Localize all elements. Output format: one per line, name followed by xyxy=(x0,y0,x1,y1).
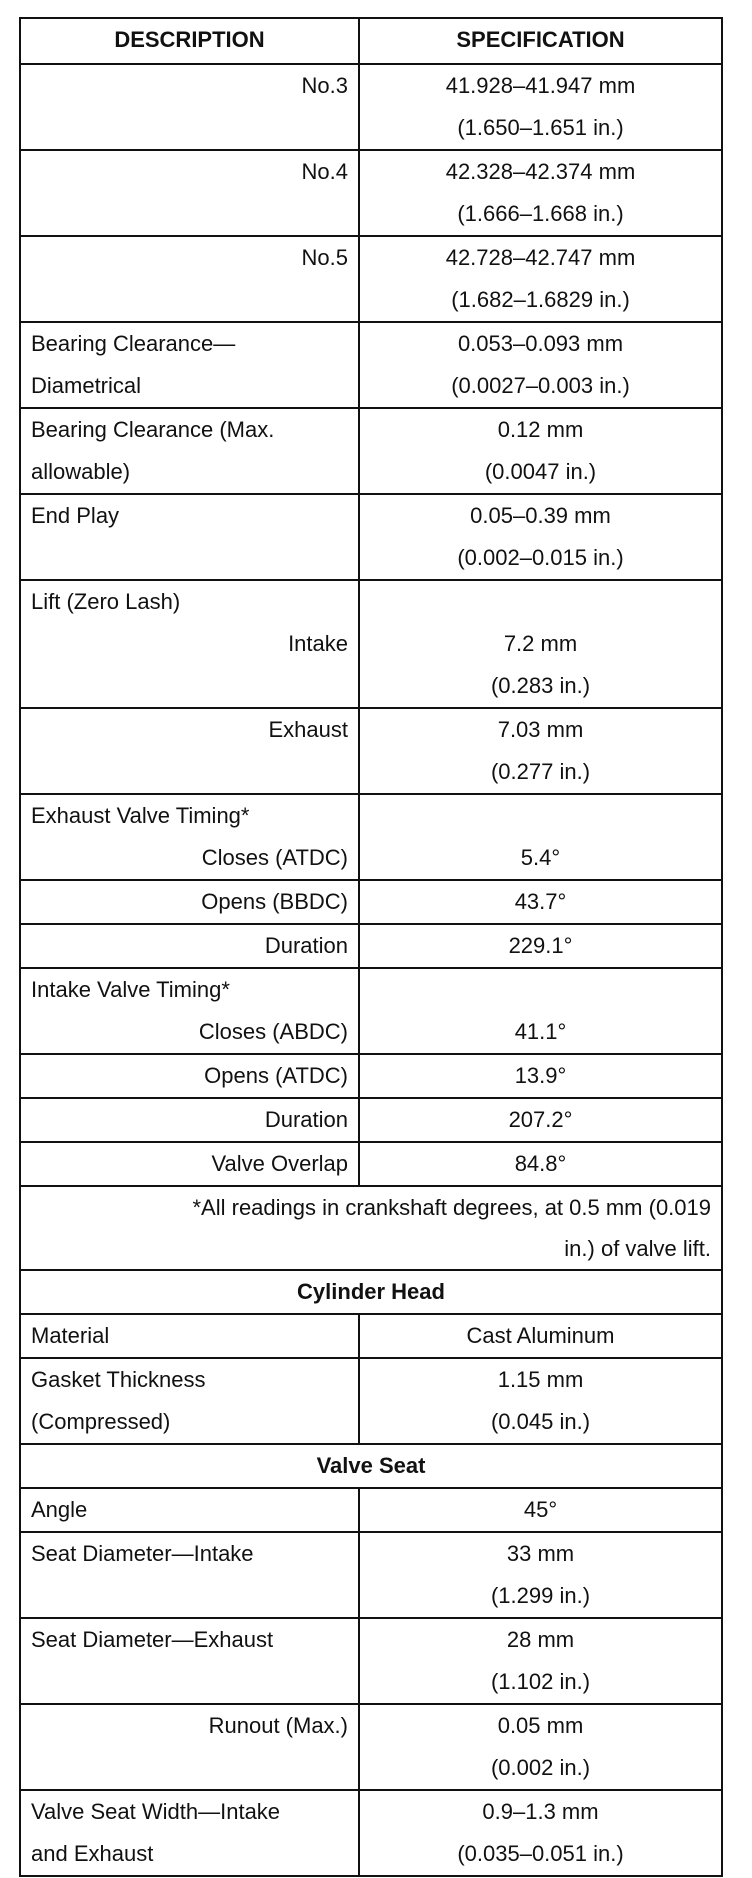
table-row xyxy=(20,968,722,1054)
specification-cell: 0.05 mm (0.002 in.) xyxy=(359,1704,722,1790)
specification-cell: 1.15 mm (0.045 in.) xyxy=(359,1358,722,1444)
table-row xyxy=(20,1054,722,1098)
table-row xyxy=(20,1488,722,1532)
specification-cell: 7.2 mm (0.283 in.) xyxy=(359,580,722,708)
footnote: *All readings in crankshaft degrees, at 0.5 mm (0.019 in.) of valve lift. xyxy=(20,1186,722,1270)
section-row xyxy=(20,1270,722,1314)
table-row xyxy=(20,494,722,580)
specification-cell: 0.12 mm (0.0047 in.) xyxy=(359,408,722,494)
description-cell: No.4 xyxy=(20,150,359,236)
specification-cell: 229.1° xyxy=(359,924,722,968)
table-row xyxy=(20,236,722,322)
section-row xyxy=(20,1444,722,1488)
description-header: DESCRIPTION xyxy=(20,18,359,64)
specification-cell: 0.053–0.093 mm (0.0027–0.003 in.) xyxy=(359,322,722,408)
specification-cell: 7.03 mm (0.277 in.) xyxy=(359,708,722,794)
table-row xyxy=(20,708,722,794)
description-cell: Opens (BBDC) xyxy=(20,880,359,924)
description-cell: Lift (Zero Lash) Intake xyxy=(20,580,359,708)
specification-cell: 0.05–0.39 mm (0.002–0.015 in.) xyxy=(359,494,722,580)
description-cell: Exhaust xyxy=(20,708,359,794)
description-cell: Angle xyxy=(20,1488,359,1532)
description-cell: End Play xyxy=(20,494,359,580)
description-cell: Runout (Max.) xyxy=(20,1704,359,1790)
group-heading: Exhaust Valve Timing* xyxy=(31,803,250,828)
specification-cell: 84.8° xyxy=(359,1142,722,1186)
table-row xyxy=(20,1618,722,1704)
specification-cell: 0.9–1.3 mm (0.035–0.051 in.) xyxy=(359,1790,722,1876)
description-cell: Gasket Thickness (Compressed) xyxy=(20,1358,359,1444)
specification-cell: 41.928–41.947 mm (1.650–1.651 in.) xyxy=(359,64,722,150)
table-row xyxy=(20,150,722,236)
specification-cell: 42.728–42.747 mm (1.682–1.6829 in.) xyxy=(359,236,722,322)
description-cell: Valve Seat Width—Intake and Exhaust xyxy=(20,1790,359,1876)
specification-cell: 33 mm (1.299 in.) xyxy=(359,1532,722,1618)
table-row xyxy=(20,880,722,924)
table-row xyxy=(20,408,722,494)
specification-cell: Cast Aluminum xyxy=(359,1314,722,1358)
table-row xyxy=(20,1704,722,1790)
table-row xyxy=(20,924,722,968)
description-cell: Valve Overlap xyxy=(20,1142,359,1186)
table-row xyxy=(20,794,722,880)
table-row xyxy=(20,1532,722,1618)
specification-header: SPECIFICATION xyxy=(359,18,722,64)
footnote-row xyxy=(20,1186,722,1270)
description-cell: No.3 xyxy=(20,64,359,150)
description-cell: No.5 xyxy=(20,236,359,322)
section-title-cylinder-head: Cylinder Head xyxy=(20,1270,722,1314)
description-cell: Opens (ATDC) xyxy=(20,1054,359,1098)
description-cell: Bearing Clearance (Max. allowable) xyxy=(20,408,359,494)
table-row xyxy=(20,322,722,408)
table-row xyxy=(20,1142,722,1186)
description-cell: Seat Diameter—Exhaust xyxy=(20,1618,359,1704)
table-row xyxy=(20,1790,722,1876)
header-row xyxy=(20,18,722,64)
description-cell: Intake Valve Timing* Closes (ABDC) xyxy=(20,968,359,1054)
specification-cell: 13.9° xyxy=(359,1054,722,1098)
section-title-valve-seat: Valve Seat xyxy=(20,1444,722,1488)
description-cell: Material xyxy=(20,1314,359,1358)
specification-cell: 42.328–42.374 mm (1.666–1.668 in.) xyxy=(359,150,722,236)
specification-cell: 41.1° xyxy=(359,968,722,1054)
description-cell: Duration xyxy=(20,1098,359,1142)
description-cell: Duration xyxy=(20,924,359,968)
specification-cell: 207.2° xyxy=(359,1098,722,1142)
specification-cell: 5.4° xyxy=(359,794,722,880)
table-row xyxy=(20,580,722,708)
group-heading: Intake Valve Timing* xyxy=(31,977,230,1002)
specification-cell: 43.7° xyxy=(359,880,722,924)
group-heading: Lift (Zero Lash) xyxy=(31,589,181,614)
specification-cell: 45° xyxy=(359,1488,722,1532)
table-row xyxy=(20,64,722,150)
table-row xyxy=(20,1314,722,1358)
table-row xyxy=(20,1358,722,1444)
specification-cell: 28 mm (1.102 in.) xyxy=(359,1618,722,1704)
description-cell: Bearing Clearance— Diametrical xyxy=(20,322,359,408)
description-cell: Exhaust Valve Timing* Closes (ATDC) xyxy=(20,794,359,880)
table-row xyxy=(20,1098,722,1142)
description-cell: Seat Diameter—Intake xyxy=(20,1532,359,1618)
specification-table xyxy=(19,17,723,1877)
